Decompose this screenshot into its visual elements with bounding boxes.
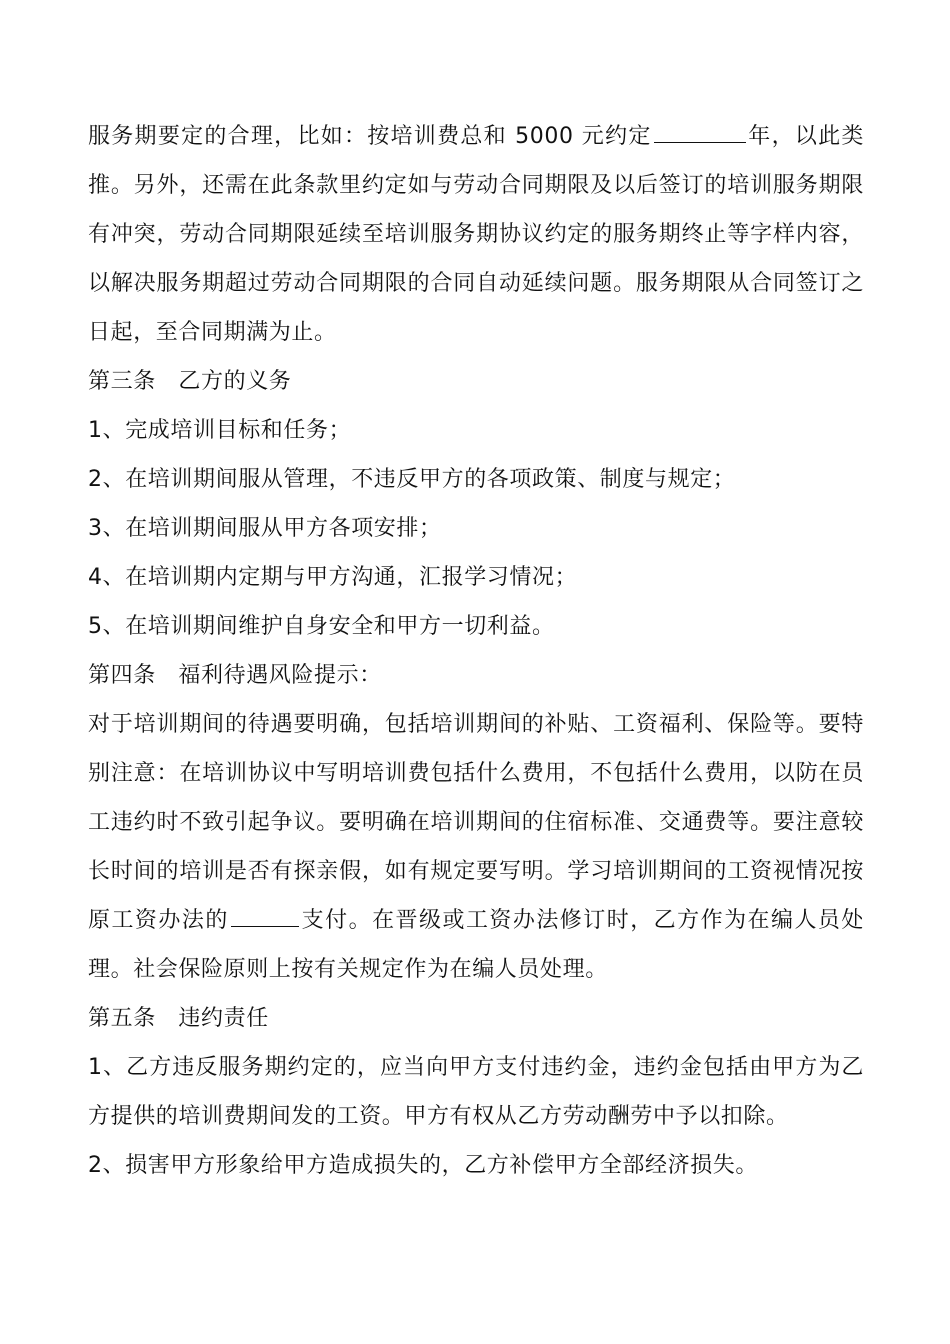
- article-5-item-2: 2、损害甲方形象给甲方造成损失的，乙方补偿甲方全部经济损失。: [88, 1153, 758, 1178]
- article-5-heading: 第五条 违约责任: [88, 1006, 269, 1031]
- benefits-paragraph: [88, 700, 864, 994]
- benefits-text-1: 对于培训期间的待遇要明确，包括培训期间的补贴、工资福利、保险等。要特别注意：在培训协议中写明培训费包括什么费用，不包括什么费用，以防在员工违约时不致引起争议。要明确在培训期间的住宿标准、交通费等。要注意较长时间的培训是否有探亲假，如有规定要写明。学习培训期间的工资视情况按原工资办法的: [88, 712, 864, 933]
- article-3-item-2: 2、在培训期间服从管理，不违反甲方的各项政策、制度与规定；: [88, 467, 736, 492]
- article-3-item-3: 3、在培训期间服从甲方各项安排；: [88, 516, 442, 541]
- service-period-text-2: 年，以此类推。另外，还需在此条款里约定如与劳动合同期限及以后签订的培训服务期限有冲突，劳动合同期限延续至培训服务期协议约定的服务期终止等字样内容，以解决服务期超过劳动合同期限的合同自动延续问题。服务期限从合同签订之日起，至合同期满为止。: [88, 124, 864, 345]
- article-3-heading: 第三条 乙方的义务: [88, 369, 292, 394]
- article-3-item-5: 5、在培训期间维护自身安全和甲方一切利益。: [88, 614, 555, 639]
- service-period-paragraph: [88, 112, 864, 357]
- document-page: [88, 112, 864, 1190]
- fill-in-blank-years[interactable]: [654, 118, 746, 143]
- article-5-item-1: 1、乙方违反服务期约定的，应当向甲方支付违约金，违约金包括由甲方为乙方提供的培训费期间发的工资。甲方有权从乙方劳动酬劳中予以扣除。: [88, 1055, 864, 1129]
- article-3-item-1: 1、完成培训目标和任务；: [88, 418, 352, 443]
- article-3-item-4: 4、在培训期内定期与甲方沟通，汇报学习情况；: [88, 565, 578, 590]
- service-period-text-1: 服务期要定的合理，比如：按培训费总和 5000 元约定: [88, 124, 652, 149]
- article-4-heading: 第四条 福利待遇风险提示：: [88, 663, 382, 688]
- benefits-text-2: 支付。在晋级或工资办法修订时，乙方作为在编人员处理。社会保险原则上按有关规定作为在编人员处理。: [88, 908, 865, 982]
- fill-in-blank-wage-ratio[interactable]: [231, 902, 299, 927]
